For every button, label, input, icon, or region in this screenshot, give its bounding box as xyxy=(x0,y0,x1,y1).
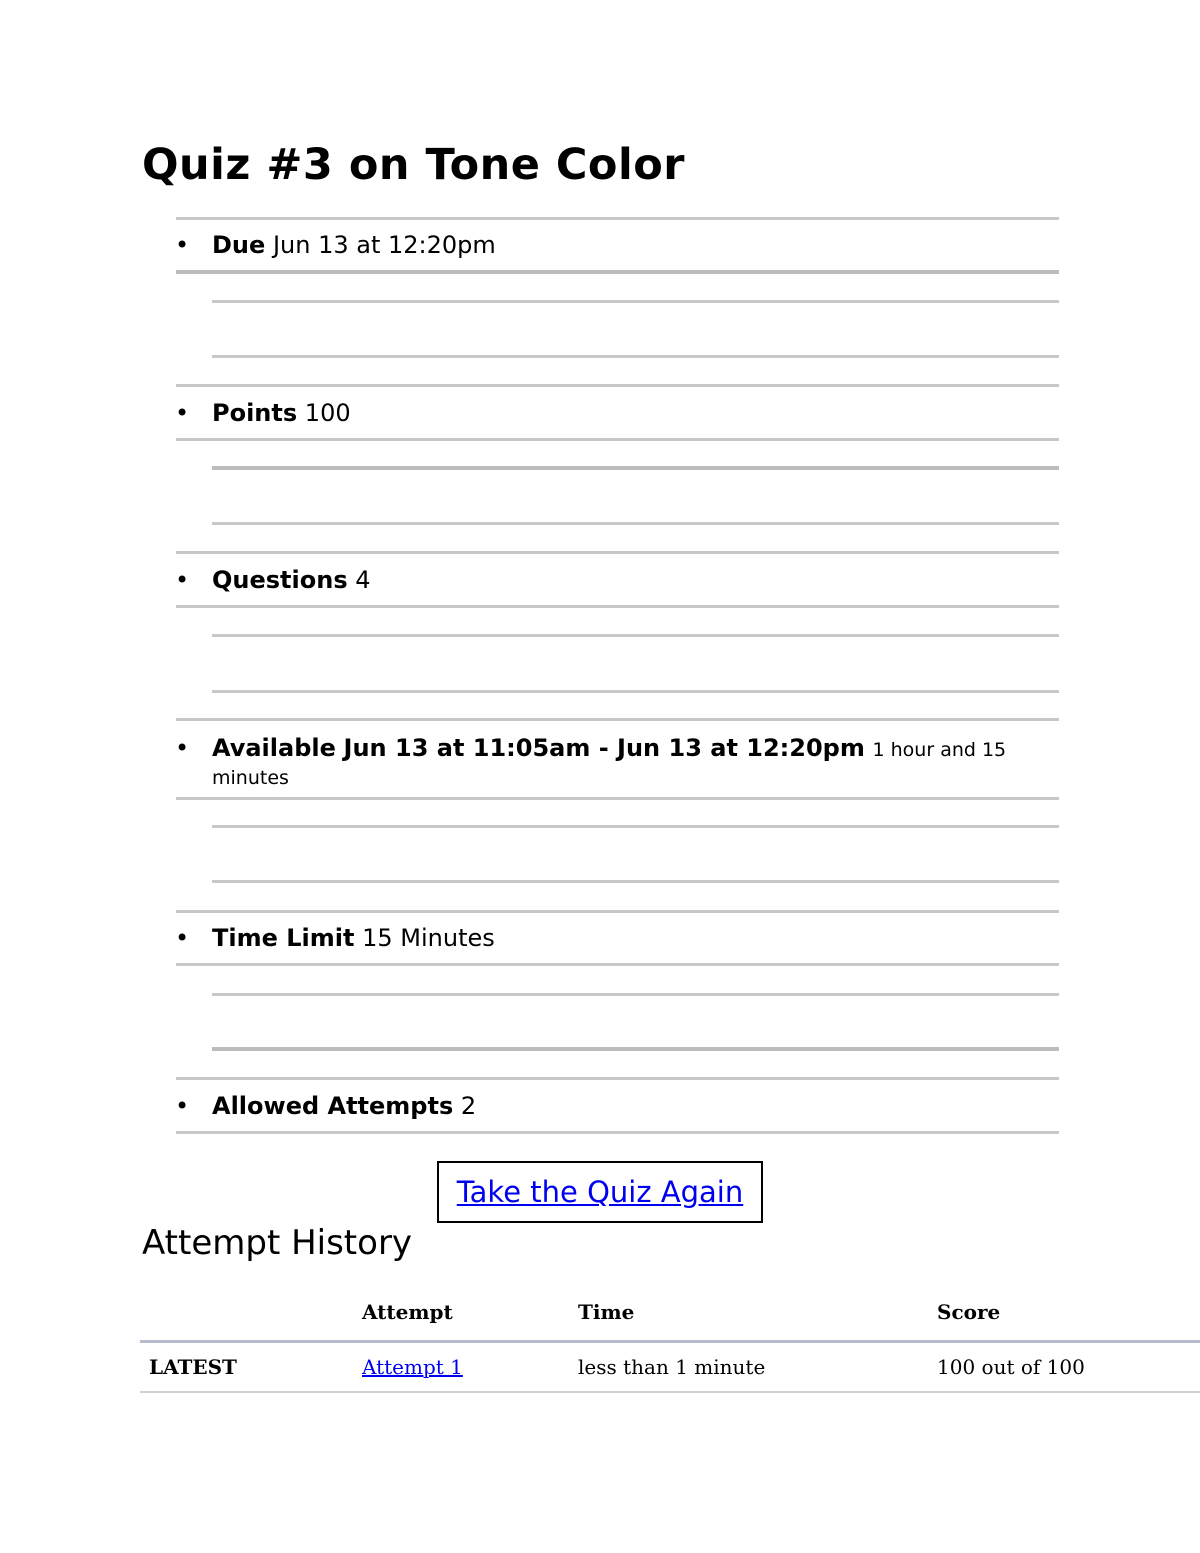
divider xyxy=(176,797,1059,800)
bullet-icon: • xyxy=(175,734,190,762)
detail-time-limit xyxy=(175,925,1015,951)
detail-value: 4 xyxy=(355,566,371,594)
divider xyxy=(212,880,1059,883)
detail-label: Points xyxy=(212,399,298,427)
detail-label: Time Limit xyxy=(212,924,355,952)
detail-due xyxy=(175,232,1015,258)
attempt-status: LATEST xyxy=(149,1355,237,1379)
detail-value: 15 Minutes xyxy=(362,924,495,952)
detail-value: 100 xyxy=(304,399,351,427)
divider xyxy=(212,355,1059,358)
divider xyxy=(212,300,1059,303)
column-header-score: Score xyxy=(937,1300,1001,1324)
detail-allowed-attempts xyxy=(175,1093,1015,1119)
divider xyxy=(212,466,1059,470)
bullet-icon: • xyxy=(175,231,190,259)
detail-label: Allowed Attempts xyxy=(212,1092,454,1120)
attempt-history-heading: Attempt History xyxy=(142,1223,413,1263)
divider xyxy=(176,551,1059,554)
divider xyxy=(176,605,1059,608)
divider xyxy=(212,993,1059,996)
column-header-attempt: Attempt xyxy=(362,1300,453,1324)
detail-questions xyxy=(175,567,1015,593)
divider xyxy=(176,384,1059,387)
attempt-cell xyxy=(362,1355,463,1379)
attempt-time: less than 1 minute xyxy=(578,1355,766,1379)
divider xyxy=(176,270,1059,274)
take-quiz-link[interactable]: Take the Quiz Again xyxy=(456,1175,744,1209)
divider xyxy=(176,910,1059,913)
detail-label: Available xyxy=(212,734,336,762)
divider xyxy=(176,1131,1059,1134)
attempt-score: 100 out of 100 xyxy=(937,1355,1085,1379)
divider xyxy=(212,634,1059,637)
detail-label: Questions xyxy=(212,566,348,594)
attempt-link[interactable]: Attempt 1 xyxy=(362,1355,463,1379)
bullet-icon: • xyxy=(175,1092,190,1120)
divider xyxy=(176,963,1059,966)
table-header-divider xyxy=(140,1340,1200,1343)
column-header-time: Time xyxy=(578,1300,635,1324)
divider xyxy=(176,217,1059,220)
detail-value: 2 xyxy=(460,1092,477,1120)
divider xyxy=(212,690,1059,693)
table-row-divider xyxy=(140,1391,1200,1393)
take-quiz-button[interactable] xyxy=(437,1161,763,1223)
detail-available xyxy=(175,735,1015,791)
divider xyxy=(212,522,1059,525)
bullet-icon: • xyxy=(175,566,190,594)
divider xyxy=(176,438,1059,441)
divider xyxy=(176,718,1059,721)
page-title: Quiz #3 on Tone Color xyxy=(142,140,685,190)
detail-value: Jun 13 at 12:20pm xyxy=(272,231,496,259)
divider xyxy=(176,1077,1059,1080)
detail-label: Due xyxy=(212,231,266,259)
bullet-icon: • xyxy=(175,399,190,427)
divider xyxy=(212,1047,1059,1051)
detail-points xyxy=(175,400,1015,426)
detail-value: Jun 13 at 11:05am - Jun 13 at 12:20pm xyxy=(343,734,865,762)
divider xyxy=(212,825,1059,828)
detail-note: 1 hour and 15 minutes xyxy=(212,739,1007,789)
bullet-icon: • xyxy=(175,924,190,952)
